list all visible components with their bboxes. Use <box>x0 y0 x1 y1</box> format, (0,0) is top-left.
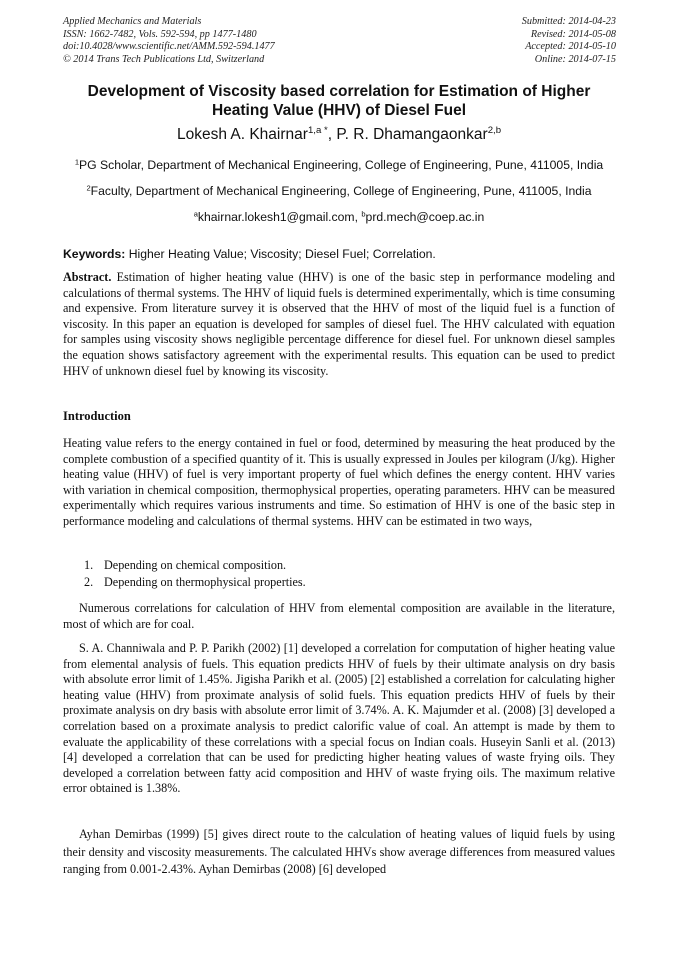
abstract-text: Estimation of higher heating value (HHV) is one of the basic step in performance modeling and calculations of thermal systems. The HHV of liquid fuels is determined experimentally, which is time consuming and expensive. From literature survey it is observed that the HHV of most of the liquid fuel is a function of viscosity. In this paper an equation is developed for samples of diesel fuel. The HHV calculated with equation for samples using viscosity shows negligible percentage difference for diesel fuel. For unknown diesel samples the equation shows satisfactory agreement with the experimental results. This equation can be used to predict HHV of unknown diesel fuel by knowing its viscosity. <box>63 270 615 378</box>
affiliation-1-mark: 1 <box>74 157 80 167</box>
author-line <box>60 126 618 144</box>
author-2-affiliation-mark: 2,b <box>487 125 502 137</box>
journal-issn: ISSN: 1662-7482, Vols. 592-594, pp 1477-1480 <box>63 28 257 40</box>
numbered-list <box>84 557 306 590</box>
journal-info <box>63 16 275 66</box>
paragraph-1: Heating value refers to the energy contained in fuel or food, determined by measuring the heat produced by the complete combustion of a specified quantity of it. This is usually expressed in Joules per kilogram (J/kg). Higher heating value (HHV) of fuel is very important property of fuel which defines the energy content. HHV varies with variation in chemical composition, thermophysical properties, operating parameters. HHV can be measured experimentally which requires various instruments and time. So estimation of HHV is one of the basic step in performance modeling and calculations of thermal systems. HHV can be estimated in two ways, <box>63 436 615 528</box>
affiliation-1-text: PG Scholar, Department of Mechanical Engineering, College of Engineering, Pune, 411005, India <box>79 158 604 172</box>
email-b-mark: b <box>361 209 366 219</box>
date-accepted: Accepted: 2014-05-10 <box>525 41 616 53</box>
date-revised: Revised: 2014-05-08 <box>530 28 616 40</box>
publication-dates <box>522 16 616 66</box>
affiliation-2 <box>40 184 638 198</box>
paragraph-2: Numerous correlations for calculation of HHV from elemental composition are available in the literature, most of which are for coal. <box>63 601 615 631</box>
abstract-label: Abstract. <box>63 270 112 284</box>
section-heading-introduction: Introduction <box>63 409 131 423</box>
author-1-affiliation-mark: 1,a * <box>307 125 328 137</box>
list-item-number: 1. <box>84 558 94 572</box>
affiliation-2-text: Faculty, Department of Mechanical Engineering, College of Engineering, Pune, 411005, India <box>90 184 592 198</box>
author-2: P. R. Dhamangaonkar <box>336 126 488 143</box>
author-emails <box>40 210 638 224</box>
abstract <box>63 270 615 379</box>
paragraph-4: Ayhan Demirbas (1999) [5] gives direct route to the calculation of heating values of liquid fuels by using their density and viscosity measurements. The calculated HHVs show average differences from measured values ranging from 0.001-2.43%. Ayhan Demirbas (2008) [6] developed <box>63 827 615 876</box>
paragraph-3: S. A. Channiwala and P. P. Parikh (2002) [1] developed a correlation for computation of higher heating value from elemental analysis of fuels. This equation predicts HHV of fuels by their ultimate analysis on dry basis with absolute error limit of 1.45%. Jigisha Parikh et al. (2005) [2] established a correlation for calculating higher heating value (HHV) from proximate analysis of solid fuels. This equation predicts HHV of fuels by their proximate analysis on dry basis with absolute error limit of 3.74%. A. K. Majumder et al. (2008) [3] developed a correlation based on a proximate analysis to predict calorific value of coal. An attempt is made by them to evaluate the applicability of these correlations with a special focus on Indian coals. Huseyin Sanli et al. (2013) [4] developed a correlation that can be used for predicting higher heating values of waste frying oils. They developed a correlation between fatty acid composition and HHV of waste frying oils. The maximum relative error obtained is 1.38%. <box>63 641 615 796</box>
email-b[interactable]: prd.mech@coep.ac.in <box>365 210 485 224</box>
email-a[interactable]: khairnar.lokesh1@gmail.com, <box>197 210 362 224</box>
keywords-text: Higher Heating Value; Viscosity; Diesel Fuel; Correlation. <box>125 247 436 261</box>
keywords <box>63 247 615 261</box>
journal-doi: doi:10.4028/www.scientific.net/AMM.592-594.1477 <box>63 41 275 53</box>
keywords-label: Keywords: <box>63 247 126 261</box>
list-item <box>84 557 306 574</box>
journal-name: Applied Mechanics and Materials <box>63 16 202 27</box>
date-online: Online: 2014-07-15 <box>534 53 616 65</box>
author-1: Lokesh A. Khairnar <box>176 126 308 143</box>
list-item <box>84 574 306 591</box>
list-item-text: Depending on thermophysical properties. <box>104 574 306 589</box>
affiliation-1 <box>40 158 638 172</box>
email-a-mark: a <box>193 209 198 219</box>
author-separator: , <box>327 126 337 143</box>
affiliation-2-mark: 2 <box>86 183 91 193</box>
list-item-text: Depending on chemical composition. <box>104 558 287 572</box>
paper-title: Development of Viscosity based correlation for Estimation of Higher Heating Value (HHV) of Diesel Fuel <box>87 83 591 119</box>
list-item-number: 2. <box>84 574 94 589</box>
date-submitted: Submitted: 2014-04-23 <box>521 16 616 27</box>
journal-copyright: © 2014 Trans Tech Publications Ltd, Switzerland <box>63 53 265 65</box>
